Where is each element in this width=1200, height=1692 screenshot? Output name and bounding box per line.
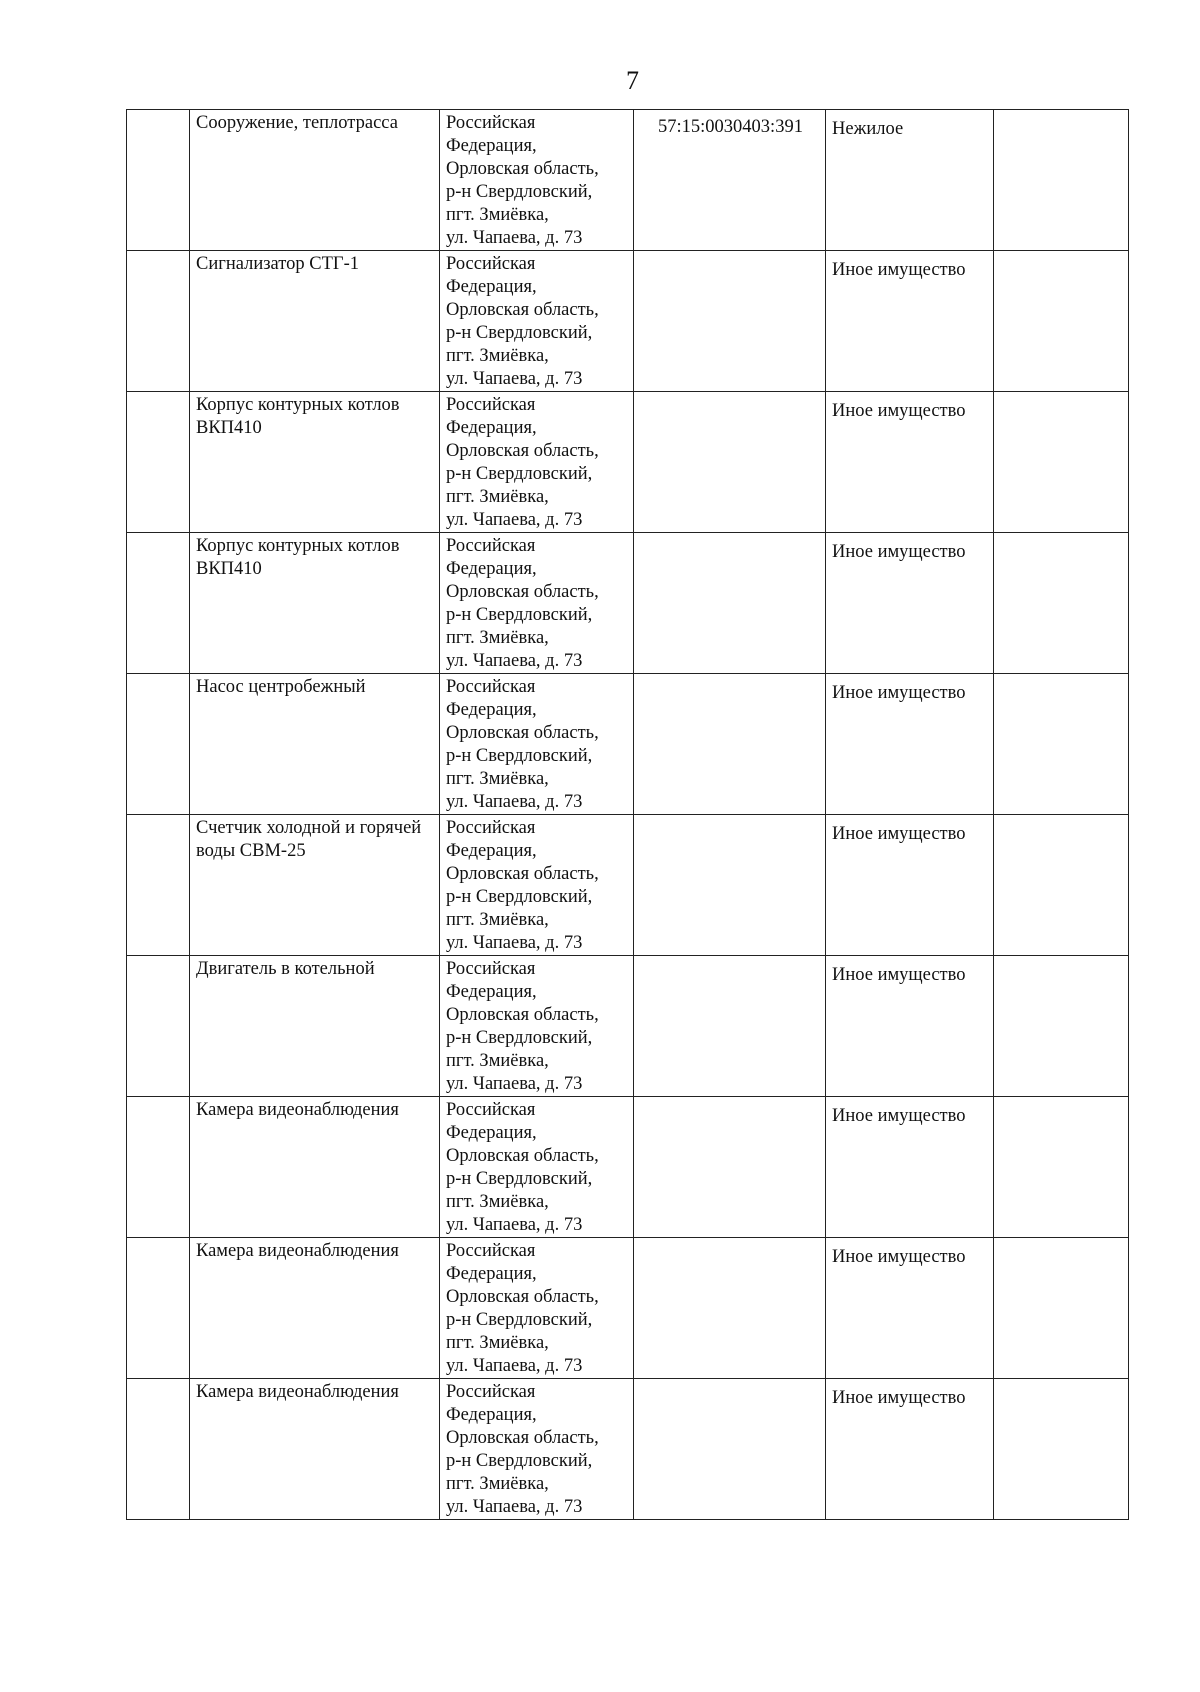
- table-row: [127, 251, 1129, 392]
- object-name: Камера видеонаблюдения: [196, 1241, 399, 1261]
- object-name-cell: [190, 110, 440, 251]
- address-line: Российская: [446, 536, 536, 556]
- address-line: Федерация,: [446, 1123, 537, 1143]
- table-row: [127, 674, 1129, 815]
- address-line: Российская: [446, 959, 536, 979]
- table-row: [127, 392, 1129, 533]
- address-line: Орловская область,: [446, 159, 599, 179]
- address-line: пгт. Змиёвка,: [446, 1333, 549, 1353]
- empty-cell: [994, 1238, 1129, 1379]
- address-line: Орловская область,: [446, 723, 599, 743]
- cadastral-number-cell: [634, 956, 826, 1097]
- object-name: Камера видеонаблюдения: [196, 1382, 399, 1402]
- object-name: Сооружение, теплотрасса: [196, 113, 398, 133]
- address-line: Федерация,: [446, 700, 537, 720]
- object-name-cell: [190, 533, 440, 674]
- table-row: [127, 110, 1129, 251]
- address-line: ул. Чапаева, д. 73: [446, 510, 583, 530]
- property-type-cell: Нежилое: [826, 110, 994, 251]
- address-line: Орловская область,: [446, 300, 599, 320]
- address-line: ул. Чапаева, д. 73: [446, 651, 583, 671]
- address-cell: [440, 1379, 634, 1520]
- empty-cell: [994, 815, 1129, 956]
- address-line: пгт. Змиёвка,: [446, 1051, 549, 1071]
- address-cell: [440, 815, 634, 956]
- address-cell: [440, 1238, 634, 1379]
- property-type-cell: Иное имущество: [826, 815, 994, 956]
- address-line: Российская: [446, 395, 536, 415]
- object-name-cell: [190, 1238, 440, 1379]
- empty-cell: [994, 1097, 1129, 1238]
- address-line: р-н Свердловский,: [446, 323, 593, 343]
- cadastral-number-cell: [634, 1379, 826, 1520]
- cadastral-number-cell: [634, 1097, 826, 1238]
- address-line: Российская: [446, 113, 536, 133]
- object-name: Корпус контурных котлов ВКП410: [196, 536, 400, 579]
- address-line: ул. Чапаева, д. 73: [446, 792, 583, 812]
- property-type-cell: Иное имущество: [826, 392, 994, 533]
- address-cell: [440, 392, 634, 533]
- object-name: Сигнализатор СТГ-1: [196, 254, 359, 274]
- address-line: пгт. Змиёвка,: [446, 1192, 549, 1212]
- empty-cell: [994, 392, 1129, 533]
- address-line: Российская: [446, 1100, 536, 1120]
- property-type-cell: Иное имущество: [826, 956, 994, 1097]
- address-line: р-н Свердловский,: [446, 464, 593, 484]
- table-row: [127, 956, 1129, 1097]
- address-line: Федерация,: [446, 277, 537, 297]
- row-number-cell: [127, 815, 190, 956]
- address-line: р-н Свердловский,: [446, 1169, 593, 1189]
- address-line: Федерация,: [446, 982, 537, 1002]
- empty-cell: [994, 110, 1129, 251]
- property-type-cell: Иное имущество: [826, 1379, 994, 1520]
- cadastral-number-cell: [634, 815, 826, 956]
- cadastral-number-cell: [634, 1238, 826, 1379]
- address-line: Российская: [446, 1382, 536, 1402]
- row-number-cell: [127, 251, 190, 392]
- row-number-cell: [127, 1238, 190, 1379]
- address-line: р-н Свердловский,: [446, 605, 593, 625]
- address-line: Орловская область,: [446, 1428, 599, 1448]
- address-line: Федерация,: [446, 1264, 537, 1284]
- object-name-cell: [190, 815, 440, 956]
- address-line: пгт. Змиёвка,: [446, 487, 549, 507]
- address-line: пгт. Змиёвка,: [446, 910, 549, 930]
- address-line: пгт. Змиёвка,: [446, 1474, 549, 1494]
- address-line: Орловская область,: [446, 441, 599, 461]
- row-number-cell: [127, 674, 190, 815]
- cadastral-number-cell: 57:15:0030403:391: [634, 110, 826, 251]
- address-line: Орловская область,: [446, 582, 599, 602]
- cadastral-number-cell: [634, 392, 826, 533]
- address-line: Федерация,: [446, 136, 537, 156]
- property-type-cell: Иное имущество: [826, 674, 994, 815]
- property-type-cell: Иное имущество: [826, 1238, 994, 1379]
- empty-cell: [994, 956, 1129, 1097]
- address-line: пгт. Змиёвка,: [446, 769, 549, 789]
- address-line: ул. Чапаева, д. 73: [446, 1497, 583, 1517]
- row-number-cell: [127, 110, 190, 251]
- property-type-cell: Иное имущество: [826, 251, 994, 392]
- object-name: Корпус контурных котлов ВКП410: [196, 395, 400, 438]
- empty-cell: [994, 674, 1129, 815]
- address-line: Орловская область,: [446, 864, 599, 884]
- address-line: ул. Чапаева, д. 73: [446, 1074, 583, 1094]
- address-line: Федерация,: [446, 418, 537, 438]
- address-line: ул. Чапаева, д. 73: [446, 1215, 583, 1235]
- address-line: р-н Свердловский,: [446, 1028, 593, 1048]
- empty-cell: [994, 1379, 1129, 1520]
- row-number-cell: [127, 533, 190, 674]
- empty-cell: [994, 251, 1129, 392]
- table-row: [127, 1238, 1129, 1379]
- cadastral-number-cell: [634, 674, 826, 815]
- address-line: Орловская область,: [446, 1287, 599, 1307]
- address-line: пгт. Змиёвка,: [446, 346, 549, 366]
- address-line: Федерация,: [446, 1405, 537, 1425]
- cadastral-number-cell: [634, 533, 826, 674]
- table-row: [127, 533, 1129, 674]
- address-line: ул. Чапаева, д. 73: [446, 228, 583, 248]
- address-line: Российская: [446, 818, 536, 838]
- address-cell: [440, 956, 634, 1097]
- address-line: ул. Чапаева, д. 73: [446, 369, 583, 389]
- object-name-cell: [190, 1097, 440, 1238]
- object-name: Двигатель в котельной: [196, 959, 375, 979]
- object-name-cell: [190, 956, 440, 1097]
- address-line: ул. Чапаева, д. 73: [446, 1356, 583, 1376]
- address-line: Федерация,: [446, 841, 537, 861]
- address-line: Российская: [446, 254, 536, 274]
- property-type-cell: Иное имущество: [826, 533, 994, 674]
- address-line: р-н Свердловский,: [446, 1310, 593, 1330]
- object-name-cell: [190, 251, 440, 392]
- table-row: [127, 815, 1129, 956]
- table-row: [127, 1379, 1129, 1520]
- row-number-cell: [127, 1097, 190, 1238]
- address-line: Орловская область,: [446, 1146, 599, 1166]
- object-name: Насос центробежный: [196, 677, 366, 697]
- property-registry-table: [126, 109, 1129, 1520]
- property-type-cell: Иное имущество: [826, 1097, 994, 1238]
- address-cell: [440, 110, 634, 251]
- address-line: р-н Свердловский,: [446, 1451, 593, 1471]
- empty-cell: [994, 533, 1129, 674]
- address-cell: [440, 1097, 634, 1238]
- address-cell: [440, 674, 634, 815]
- object-name: Счетчик холодной и горячей воды СВМ-25: [196, 818, 422, 861]
- registry-body: [127, 110, 1129, 1520]
- row-number-cell: [127, 1379, 190, 1520]
- address-line: Российская: [446, 1241, 536, 1261]
- cadastral-number-cell: [634, 251, 826, 392]
- page-number: 7: [626, 66, 639, 95]
- object-name: Камера видеонаблюдения: [196, 1100, 399, 1120]
- object-name-cell: [190, 392, 440, 533]
- address-line: пгт. Змиёвка,: [446, 205, 549, 225]
- address-cell: [440, 533, 634, 674]
- address-line: пгт. Змиёвка,: [446, 628, 549, 648]
- address-line: Федерация,: [446, 559, 537, 579]
- address-line: р-н Свердловский,: [446, 887, 593, 907]
- address-line: ул. Чапаева, д. 73: [446, 933, 583, 953]
- table-row: [127, 1097, 1129, 1238]
- row-number-cell: [127, 392, 190, 533]
- address-line: Орловская область,: [446, 1005, 599, 1025]
- object-name-cell: [190, 1379, 440, 1520]
- object-name-cell: [190, 674, 440, 815]
- address-cell: [440, 251, 634, 392]
- address-line: Российская: [446, 677, 536, 697]
- address-line: р-н Свердловский,: [446, 746, 593, 766]
- row-number-cell: [127, 956, 190, 1097]
- address-line: р-н Свердловский,: [446, 182, 593, 202]
